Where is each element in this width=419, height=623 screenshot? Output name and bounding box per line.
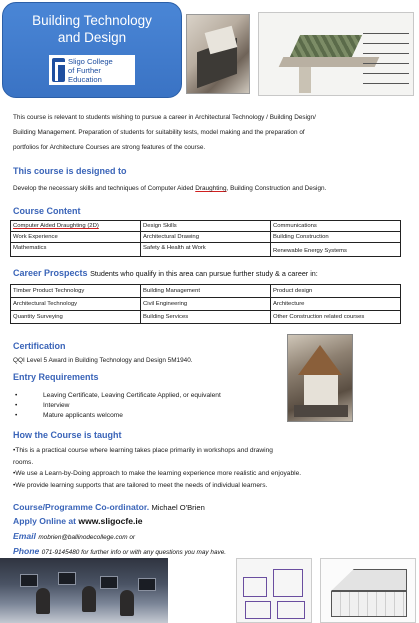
apply-line <box>13 516 143 526</box>
table-cell: Architectural Drawing <box>141 232 271 243</box>
table-cell: Renewable Energy Systems <box>271 243 401 257</box>
house-drawing-image <box>320 558 416 623</box>
building-model-photo <box>287 334 353 422</box>
apply-label: Apply Online at <box>13 516 77 526</box>
list-item <box>15 401 221 411</box>
taught-line-4: •We provide learning supports that are tailored to meet the needs of individual learners. <box>13 481 268 489</box>
table-cell: Building Services <box>141 311 271 324</box>
list-item-text: Interview <box>43 402 70 409</box>
table-cell: Quantity Surveying <box>11 311 141 324</box>
construction-drawing-image <box>258 12 414 96</box>
title-box <box>2 2 182 98</box>
designed-heading: This course is designed to <box>13 166 127 176</box>
classroom-photo <box>0 558 168 623</box>
career-heading-title: Career Prospects <box>13 268 88 278</box>
coordinator-line <box>13 502 205 512</box>
bullet-icon: • <box>15 412 18 419</box>
bullet-icon: • <box>15 402 18 409</box>
college-logo <box>49 55 135 85</box>
career-heading <box>13 268 318 278</box>
designed-text-start: Develop the necessary skills and techniques of Computer Aided <box>13 185 196 192</box>
table-cell: Architecture <box>271 298 401 311</box>
intro-line-1: This course is relevant to students wishing to pursue a career in Architectural Technology / Building Design/ <box>13 114 316 121</box>
taught-line-3: •We use a Learn-by-Doing approach to make the learning experience more realistic and enjoyable. <box>13 470 302 478</box>
table-cell: Safety & Health at Work <box>141 243 271 257</box>
logo-mark-icon <box>52 58 65 82</box>
title-line-1: Building Technology <box>32 13 152 28</box>
entry-list <box>15 391 221 421</box>
intro-line-3: portfolios for Architecture Courses are strong features of the course. <box>13 144 206 151</box>
table-row <box>11 221 401 232</box>
table-cell: Other Construction related courses <box>271 311 401 324</box>
email-line <box>13 531 135 541</box>
table-cell: Architectural Technology <box>11 298 141 311</box>
title-line-2: and Design <box>57 30 127 45</box>
model-photo <box>186 14 250 94</box>
table-row <box>11 243 401 257</box>
logo-text <box>68 57 132 84</box>
taught-line-2: rooms. <box>13 458 34 466</box>
table-cell: Building Management <box>141 285 271 298</box>
intro-paragraph <box>13 110 413 155</box>
table-cell: Timber Product Technology <box>11 285 141 298</box>
logo-text-line-2: of Further Education <box>68 65 102 84</box>
intro-line-2: Building Management. Preparation of students for suitability tests, model making and the preparation of <box>13 129 305 136</box>
phone-value: 071-9145480 for further info or with any questions you may have. <box>41 549 227 556</box>
course-content-heading: Course Content <box>13 206 81 216</box>
email-label: Email <box>13 531 36 541</box>
table-row <box>11 298 401 311</box>
career-subheading: Students who qualify in this area can pursue further study & a career in: <box>90 269 318 278</box>
table-cell: Design Skills <box>141 221 271 232</box>
list-item-text: Leaving Certificate, Leaving Certificate Applied, or equivalent <box>43 392 221 399</box>
table-cell: Civil Engineering <box>141 298 271 311</box>
course-content-table <box>10 220 401 257</box>
page-title <box>3 3 181 46</box>
table-cell: Work Experience <box>11 232 141 243</box>
list-item <box>15 411 221 421</box>
taught-line-1: •This is a practical course where learning takes place primarily in workshops and drawing <box>13 447 273 454</box>
house-sketch-image <box>236 558 312 623</box>
certification-text: QQI Level 5 Award in Building Technology and Design 5M1940. <box>13 357 193 364</box>
table-row <box>11 232 401 243</box>
certification-heading: Certification <box>13 341 66 351</box>
taught-paragraph <box>13 445 413 491</box>
designed-text <box>13 185 326 192</box>
table-row <box>11 311 401 324</box>
coordinator-name: Michael O'Brien <box>151 503 205 512</box>
bullet-icon: • <box>15 392 18 399</box>
table-cell: Computer Aided Draughting (2D) <box>11 221 141 232</box>
coordinator-label: Course/Programme Co-ordinator. <box>13 502 150 512</box>
email-link[interactable]: mobrien@ballinodecollege.com or <box>38 534 136 541</box>
list-item-text: Mature applicants welcome <box>43 412 123 419</box>
logo-text-line-1: Sligo College <box>68 56 113 66</box>
career-table <box>10 284 401 324</box>
table-cell: Product design <box>271 285 401 298</box>
entry-heading: Entry Requirements <box>13 372 99 382</box>
designed-text-underlined: Draughting <box>195 185 227 192</box>
taught-heading: How the Course is taught <box>13 430 122 440</box>
table-cell: Communications <box>271 221 401 232</box>
list-item <box>15 391 221 401</box>
phone-label: Phone <box>13 546 40 556</box>
phone-line <box>13 546 226 556</box>
table-cell: Mathematics <box>11 243 141 257</box>
table-row <box>11 285 401 298</box>
website-link[interactable]: www.sligocfe.ie <box>78 516 143 526</box>
table-cell: Building Construction <box>271 232 401 243</box>
designed-text-end: , Building Construction and Design. <box>226 185 327 192</box>
